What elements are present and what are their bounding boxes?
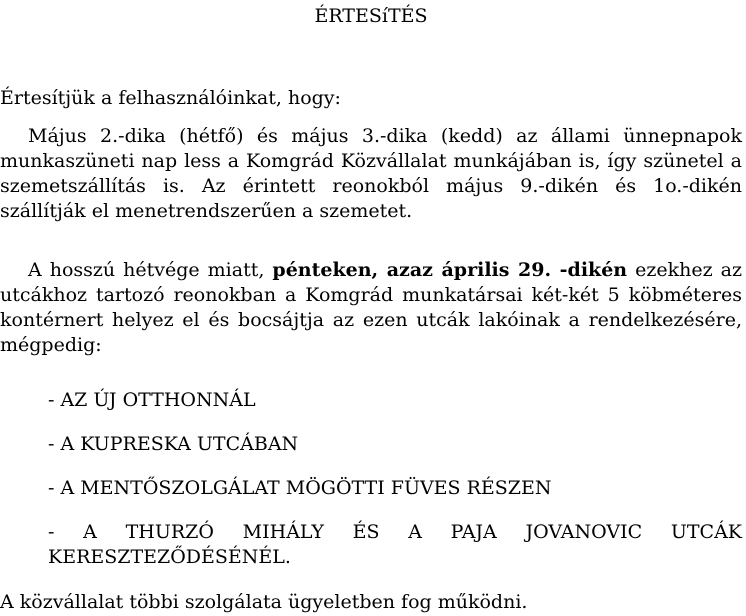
paragraph-containers-before: A hosszú hétvége miatt, [28, 259, 265, 281]
paragraph-containers [0, 258, 742, 358]
paragraph-holiday: Május 2.-dika (hétfő) és május 3.-dika (kedd) az állami ünnepnapok munkaszüneti nap less a Komgrád Közvállalat munkájában is, így szünetel a szemetszállítás is. Az érintett reonokból május 9.-dikén és 1o.-dikén szállítják el menetrendszerűen a szemetet. [0, 125, 742, 222]
paragraph-containers-after: ezekhez az utcákhoz tartozó reonokban a Komgrád munkatársai két-két 5 köbméteres kontérnert helyez el és bocsájtja az ezen utcák lakóinak a rendelkezésére, mégpedig: [0, 259, 742, 356]
notice-title: ÉRTESíTÉS [314, 5, 428, 27]
paragraph-containers-date: pénteken, azaz április 29. -dikén [272, 259, 628, 281]
intro-line: Értesítjük a felhasználóinkat, hogy: [0, 87, 341, 109]
list-item: - A MENTŐSZOLGÁLAT MÖGÖTTI FÜVES RÉSZEN [48, 477, 552, 499]
list-item: - AZ ÚJ OTTHONNÁL [48, 389, 256, 411]
list-item: - A KUPRESKA UTCÁBAN [48, 433, 299, 455]
list-item-last-line1: - A THURZÓ MIHÁLY ÉS A PAJA JOVANOVIC UTCÁK [48, 521, 742, 543]
closing-line: A közvállalat többi szolgálata ügyeletben fog működni. [0, 591, 528, 613]
list-item-last-line2: KERESZTEZŐDÉSÉNÉL. [48, 546, 291, 568]
